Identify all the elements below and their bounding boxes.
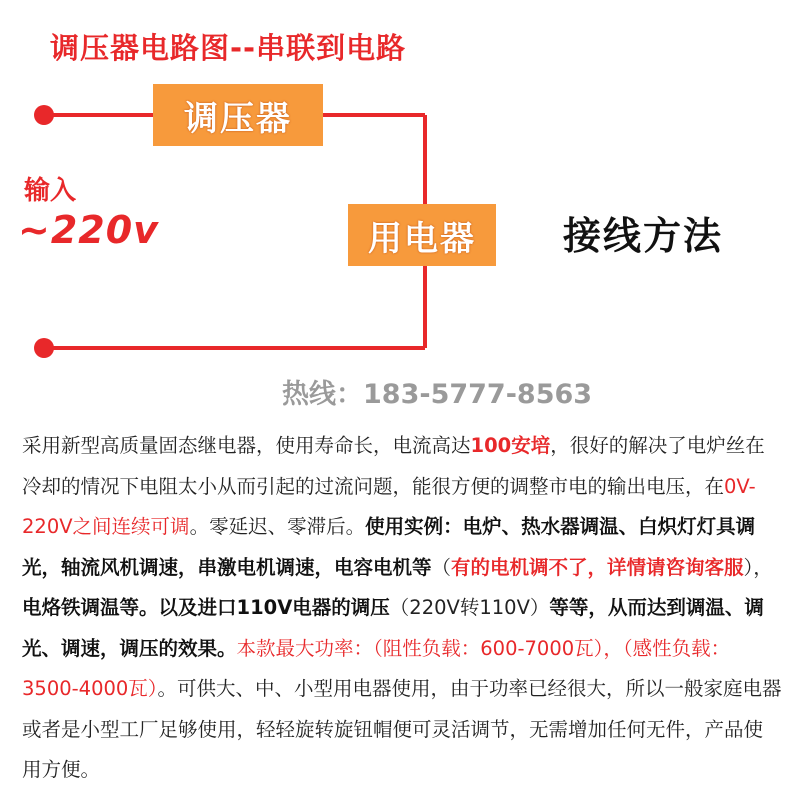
description-run: 0V-220V之间连续可调 [22,474,756,538]
wiring-method-label: 接线方法 [563,214,724,258]
description-run: ）， [743,555,773,579]
input-label: 输入 [24,176,77,206]
appliance-box: 用电器 [348,204,496,266]
description-run: （ [431,555,452,579]
description-run: 。可供大、中、小型用电器使用，由于功率已经很大，所以一般家庭电器或者是小型工厂足够使用，轻轻旋转旋钮帽便可灵活调节，无需增加任何无件，产品使用方便。 [22,677,782,781]
regulator-box: 调压器 [153,84,323,146]
input-voltage: ~220v [18,208,159,252]
description-run: 电烙铁调温等。以及进口110V电器的调压 [22,596,390,619]
terminal-bottom [34,338,54,358]
description-run: （220V转110V） [389,596,550,619]
description-run: 使用实例：电炉、热水器调温、白炽灯灯具调光，轴流风机调速，串激电机调速，电容电机等 [22,515,756,579]
terminal-top [34,105,54,125]
hotline-number: 热线：183-5777-8563 [282,379,593,410]
description-run: 。零延迟、零滞后。 [189,515,366,538]
description-run: ，很好的解决了电炉丝在冷却的情况下电阻太小从而引起的过流问题，能很方便的调整市电的输出电压，在 [22,434,765,498]
diagram-title: 调压器电路图--串联到电路 [50,31,407,65]
description-run: 采用新型高质量固态继电器，使用寿命长，电流高达 [22,434,471,457]
description-run: 本款最大功率：（阻性负载：600-7000瓦），（感性负载：3500-4000瓦） [22,636,731,700]
description-run: 有的电机调不了，详情请咨询客服 [451,555,744,579]
description-run: 等等，从而达到调温、调光、调速，调压的效果。 [22,596,764,660]
description-run: 100安培 [470,434,551,457]
product-description [22,426,782,791]
